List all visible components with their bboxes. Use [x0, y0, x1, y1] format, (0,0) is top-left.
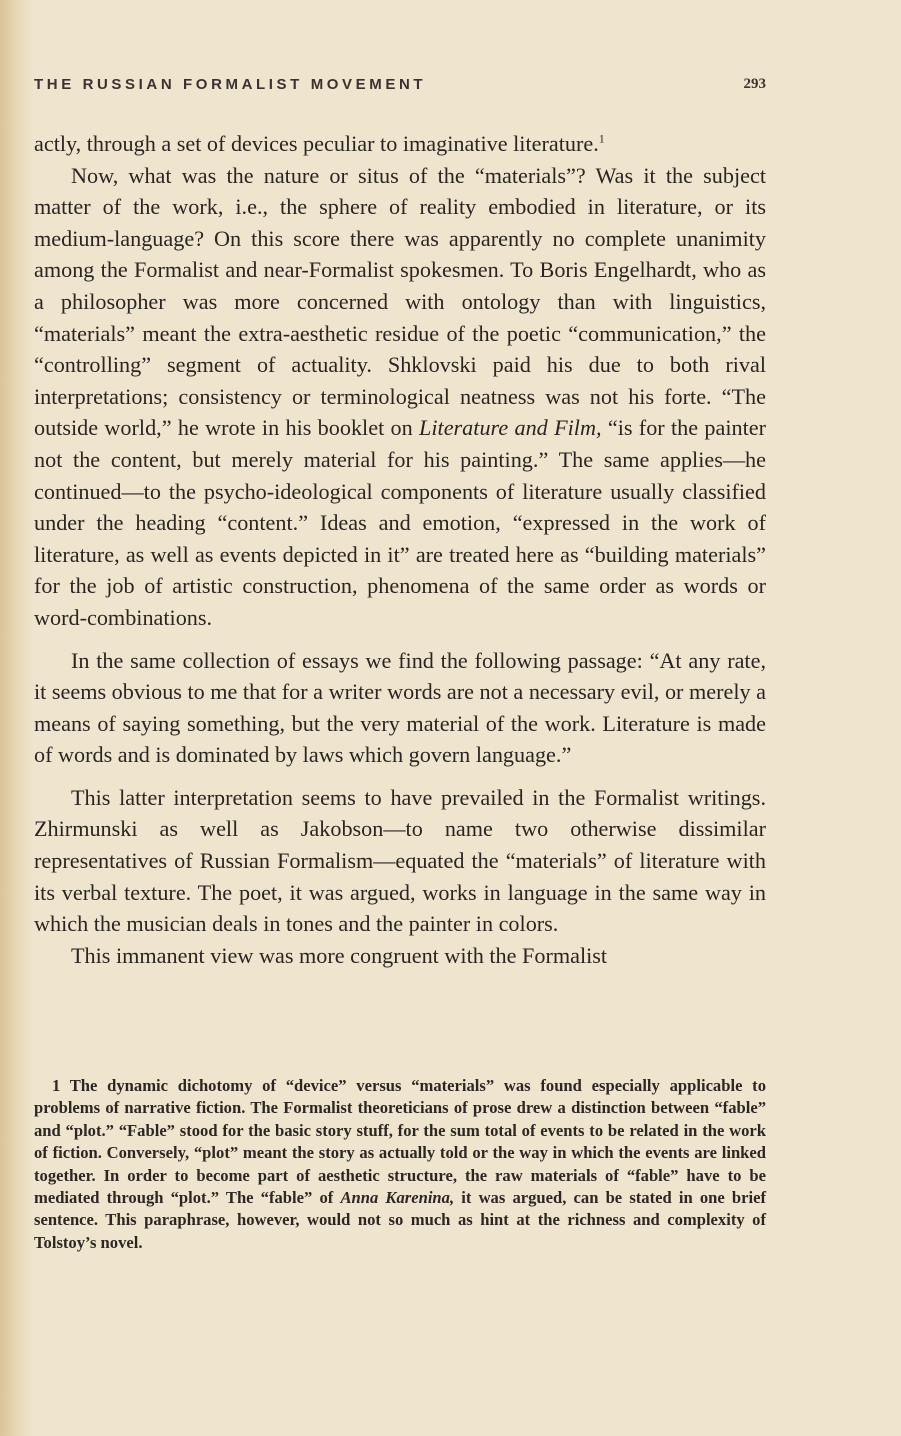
footnotes	[34, 1075, 766, 1254]
page-spine-shadow	[0, 0, 34, 1436]
paragraph-2	[34, 160, 766, 634]
book-title-literature-and-film: Literature and Film,	[419, 415, 602, 441]
paragraph-2-text-a: Now, what was the nature or situs of the “materials”? Was it the subject matter of the work, i.e., the sphere of reality embodied in literature, or its medium-language? On this score there was apparently no complete unanimity among the Formalist and near-Formalist spokesmen. To Boris Engelhardt, who as a philosopher was more concerned with ontology than with linguistics, “materials” meant the extra-aesthetic residue of the poetic “communication,” the “controlling” segment of actuality. Shklovski paid his due to both rival interpretations; consistency or terminological neatness was not his forte. “The outside world,” he wrote in his booklet on	[34, 162, 766, 441]
paragraph-1	[34, 128, 766, 160]
page-header	[34, 76, 766, 98]
footnote-number: 1	[52, 1076, 61, 1095]
paragraph-2-text-b: “is for the painter not the content, but merely material for his painting.” The same applies—he continued—to the psycho-ideological components of literature usually classified under the heading “content.” Ideas and emotion, “expressed in the work of literature, as well as events depicted in it” are treated here as “building materials” for the job of artistic construction, phenomena of the same order as words or word-combinations.	[34, 415, 766, 630]
footnote-text-a: The dynamic dichotomy of “device” versus “materials” was found especially applicable to problems of narrative fiction. The Formalist theoreticians of prose drew a distinction between “fable” and “plot.” “Fable” stood for the basic story stuff, for the sum total of events to be related in the work of fiction. Conversely, “plot” meant the story as actually told or the way in which the events are linked together. In order to become part of aesthetic structure, the raw materials of “fable” have to be mediated through “plot.” The “fable” of	[34, 1076, 766, 1208]
running-head: THE RUSSIAN FORMALIST MOVEMENT	[34, 76, 427, 93]
paragraph-3: In the same collection of essays we find the following passage: “At any rate, it seems obvious to me that for a writer words are not a necessary evil, or merely a means of saying something, but the very material of the work. Literature is made of words and is dominated by laws which govern language.”	[34, 647, 766, 768]
footnote-ref: 1	[598, 131, 605, 146]
page-number: 293	[743, 76, 766, 92]
footnote-text-b: it was argued, can be stated in one brief sentence. This paraphrase, however, would not so much as hint at the richness and complexity of Tolstoy’s novel.	[34, 1188, 766, 1252]
body-text	[34, 128, 766, 971]
paragraph-5: This immanent view was more congruent with the Formalist	[71, 942, 608, 968]
paragraph-1-text: actly, through a set of devices peculiar to imaginative literature.	[34, 131, 599, 156]
book-title-anna-karenina: Anna Karenina,	[340, 1188, 455, 1208]
footnote-1	[34, 1075, 766, 1254]
paragraph-4: This latter interpretation seems to have prevailed in the Formalist writings. Zhirmunski as well as Jakobson—to name two otherwise dissimilar representatives of Russian Formalism—equated the “materials” of literature with its verbal texture. The poet, it was argued, works in language in the same way in which the musician deals in tones and the painter in colors.	[34, 784, 766, 937]
